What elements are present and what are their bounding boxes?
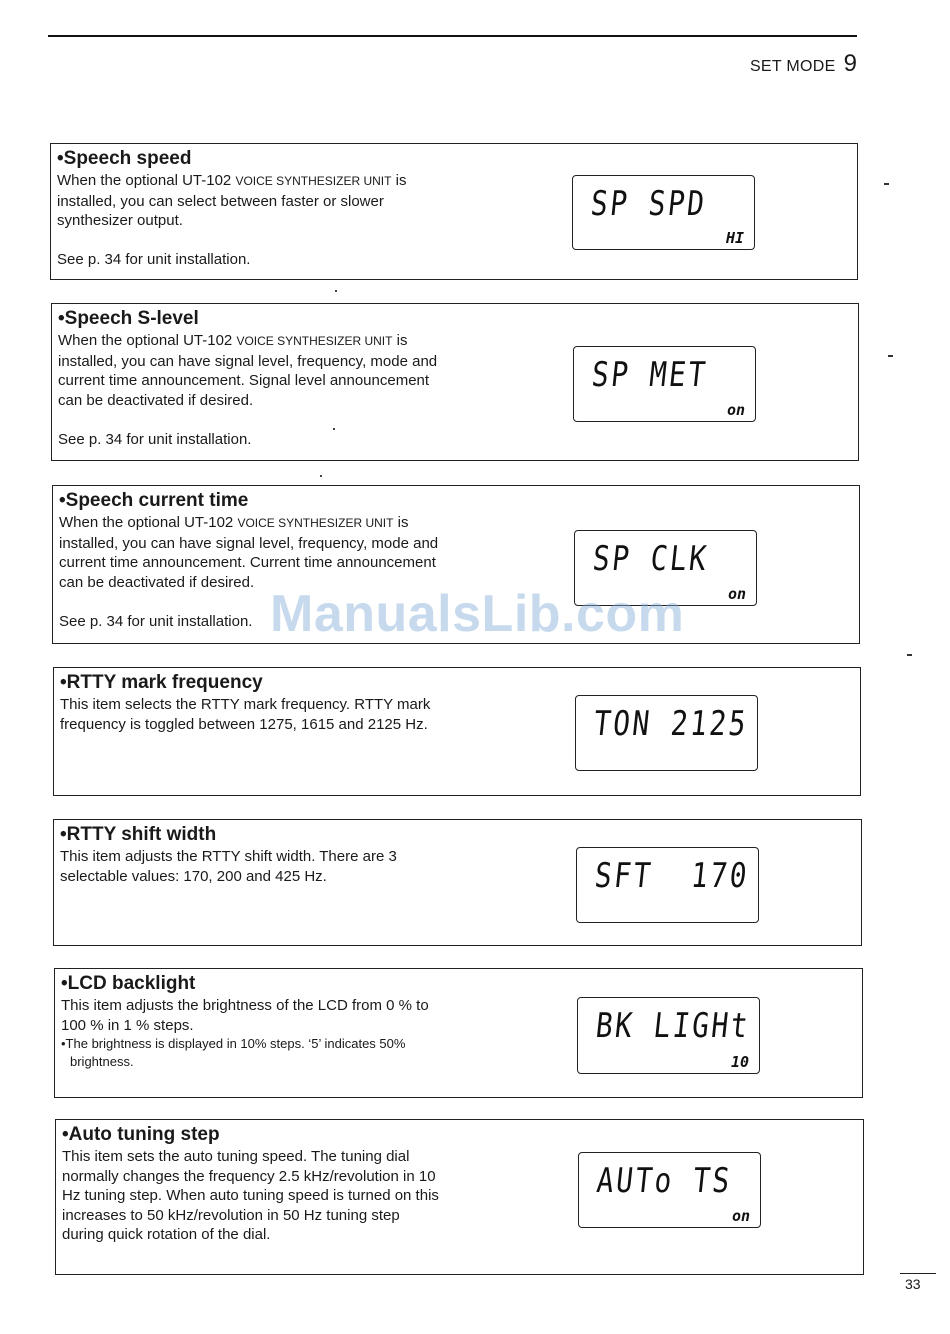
lcd-sub-text: on bbox=[731, 1207, 750, 1225]
section-rtty-mark-frequency bbox=[53, 667, 861, 796]
section-body: When the optional UT-102 VOICE SYNTHESIZER UNIT is installed, you can have signal level, frequency, mode and current time announcement. Signal level announcement can be deactivated if desired. See p. 34 for unit installation. bbox=[58, 332, 438, 448]
chapter-title: SET MODE bbox=[749, 58, 836, 75]
scan-dot bbox=[335, 290, 337, 292]
section-title: •RTTY mark frequency bbox=[60, 672, 263, 693]
page-header bbox=[750, 50, 857, 78]
section-title: •Speech current time bbox=[59, 490, 249, 511]
lcd-sub-text: on bbox=[726, 401, 745, 419]
section-lcd-backlight bbox=[54, 968, 863, 1098]
scan-dot bbox=[333, 428, 335, 430]
scan-mark bbox=[907, 654, 912, 656]
lcd-display bbox=[576, 847, 759, 923]
section-title: •LCD backlight bbox=[61, 973, 196, 994]
section-body: When the optional UT-102 VOICE SYNTHESIZER UNIT is installed, you can select between faster or slower synthesizer output. See p. 34 for unit installation. bbox=[57, 172, 407, 268]
page-number-rule bbox=[900, 1273, 936, 1274]
scan-mark bbox=[888, 355, 893, 357]
lcd-main-text: SP MET bbox=[589, 355, 710, 395]
scan-dot bbox=[320, 475, 322, 477]
lcd-display bbox=[572, 175, 755, 250]
section-title: •RTTY shift width bbox=[60, 824, 217, 845]
section-body: This item selects the RTTY mark frequency. RTTY mark frequency is toggled between 1275, 1615 and 2125 Hz. bbox=[60, 696, 431, 733]
section-title: •Speech S-level bbox=[58, 308, 199, 329]
top-rule bbox=[48, 35, 857, 37]
lcd-display bbox=[577, 997, 760, 1074]
lcd-main-text: SFT 170 bbox=[592, 856, 751, 896]
section-body: This item sets the auto tuning speed. The tuning dial normally changes the frequency 2.5 kHz/revolution in 10 Hz tuning step. When auto tuning speed is turned on this increases to 50 kHz/revolution in 50 Hz tuning step during quick rotation of the dial. bbox=[62, 1148, 439, 1243]
section-speech-speed bbox=[50, 143, 858, 280]
lcd-sub-text: on bbox=[727, 585, 746, 603]
lcd-sub-text: 10 bbox=[730, 1053, 749, 1071]
section-rtty-shift-width bbox=[53, 819, 862, 946]
page-number: 33 bbox=[905, 1276, 921, 1292]
lcd-sub-text: HI bbox=[725, 229, 744, 247]
section-auto-tuning-step bbox=[55, 1119, 864, 1275]
section-title: •Speech speed bbox=[57, 148, 192, 169]
watermark: ManualsLib.com bbox=[270, 585, 685, 643]
lcd-display bbox=[575, 695, 758, 771]
lcd-main-text: AUTo TS bbox=[594, 1161, 734, 1201]
section-title: •Auto tuning step bbox=[62, 1124, 220, 1145]
lcd-display bbox=[578, 1152, 761, 1228]
lcd-main-text: SP CLK bbox=[590, 539, 711, 579]
lcd-main-text: BK LIGHt bbox=[593, 1006, 752, 1046]
section-body: When the optional UT-102 VOICE SYNTHESIZER UNIT is installed, you can have signal level, frequency, mode and current time announcement. Current time announcement can be deactivated if desired. See p. 34 for unit installation. bbox=[59, 514, 439, 630]
lcd-main-text: SP SPD bbox=[588, 184, 709, 224]
scan-mark bbox=[884, 183, 889, 185]
chapter-number: 9 bbox=[843, 50, 857, 77]
note-text: •The brightness is displayed in 10% steps. ‘5’ indicates 50% brightness. bbox=[61, 1036, 406, 1069]
lcd-display bbox=[573, 346, 756, 422]
lcd-main-text: TON 2125 bbox=[591, 704, 750, 744]
section-body: This item adjusts the RTTY shift width. There are 3 selectable values: 170, 200 and 425 Hz. bbox=[60, 848, 397, 885]
section-speech-s-level bbox=[51, 303, 859, 461]
section-body: This item adjusts the brightness of the LCD from 0 % to 100 % in 1 % steps. •The brightness is displayed in 10% steps. ‘5’ indicates 50% brightness. bbox=[61, 996, 443, 1071]
